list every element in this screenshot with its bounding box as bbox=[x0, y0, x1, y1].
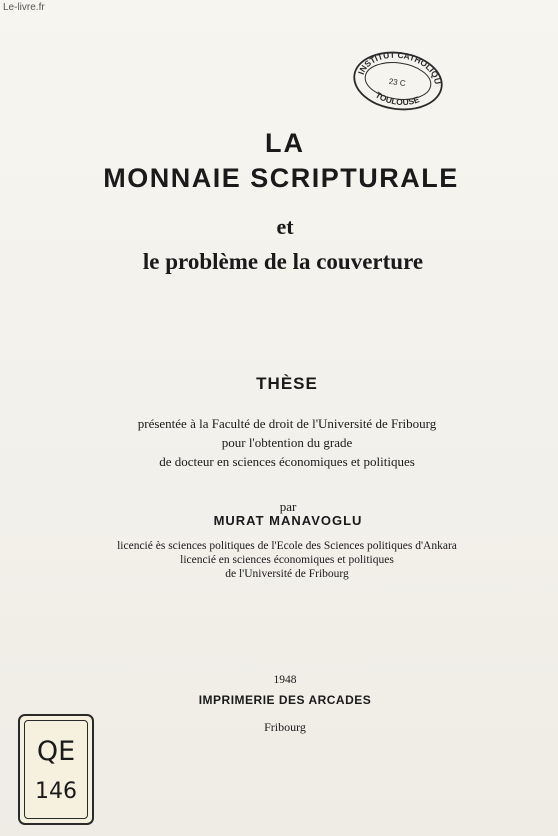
publication-city: Fribourg bbox=[264, 720, 306, 734]
library-stamp bbox=[351, 50, 445, 112]
stamp-bottom-text: TOULOUSE bbox=[373, 89, 421, 108]
credential-line-1: licencié ès sciences politiques de l'Ecole des Sciences politiques d'Ankara bbox=[117, 540, 457, 552]
credential-line-2: licencié en sciences économiques et politiques bbox=[180, 554, 394, 566]
thesis-line-2: pour l'obtention du grade bbox=[221, 435, 353, 450]
author-credentials bbox=[0, 539, 558, 581]
watermark-text: Le-livre.fr bbox=[3, 2, 45, 13]
title-line-1: LA bbox=[265, 128, 305, 158]
author-name: MURAT MANAVOGLU bbox=[213, 513, 363, 528]
publication-year: 1948 bbox=[273, 674, 297, 686]
by-label: par bbox=[279, 499, 297, 514]
title-line-3: et bbox=[276, 214, 294, 239]
thesis-description bbox=[0, 414, 558, 471]
credential-line-3: de l'Université de Fribourg bbox=[225, 568, 349, 580]
shelf-label bbox=[18, 714, 94, 825]
subtitle: le problème de la couverture bbox=[142, 249, 424, 274]
stamp-middle-text: 23 C bbox=[388, 76, 407, 89]
shelf-label-line-2: 146 bbox=[35, 779, 77, 804]
thesis-line-3: de docteur en sciences économiques et politiques bbox=[159, 454, 415, 469]
thesis-heading: THÈSE bbox=[256, 374, 318, 393]
shelf-label-line-1: QE bbox=[36, 736, 76, 767]
title-line-2: MONNAIE SCRIPTURALE bbox=[103, 163, 459, 193]
thesis-line-1: présentée à la Faculté de droit de l'Université de Fribourg bbox=[137, 416, 437, 431]
svg-text:TOULOUSE bbox=[373, 88, 422, 110]
printer-name: IMPRIMERIE DES ARCADES bbox=[198, 693, 372, 707]
stamp-top-text: INSTITUT CATHOLIQUE bbox=[355, 50, 443, 85]
